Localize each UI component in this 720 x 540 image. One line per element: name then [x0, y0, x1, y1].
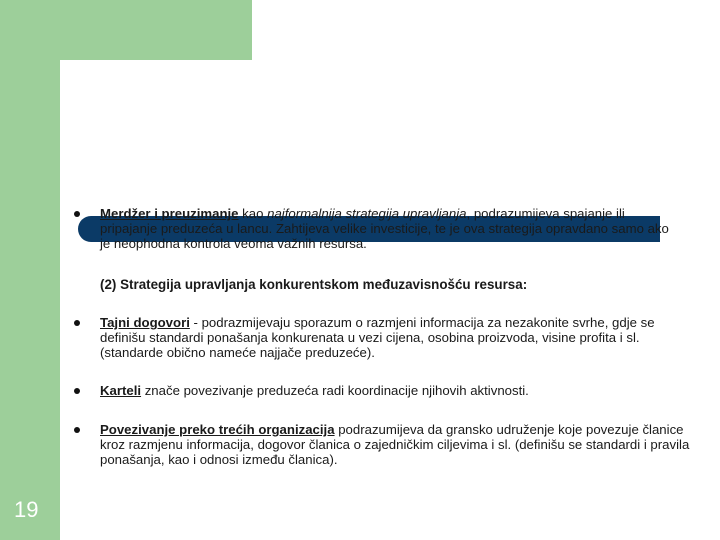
- term-cartels: Karteli: [100, 383, 142, 398]
- left-accent-band: [0, 0, 60, 540]
- paragraph-cartels: [100, 383, 675, 398]
- term-secret-agreements: Tajni dogovori: [100, 315, 190, 330]
- bullet-dot: [74, 427, 80, 433]
- paragraph-merger: [100, 206, 670, 251]
- term-third-party: Povezivanje preko trećih organizacija: [100, 422, 335, 437]
- slide-number: 19: [14, 497, 39, 522]
- top-accent-band: [0, 0, 252, 60]
- bullet-dot: [74, 211, 80, 217]
- term-merger: Merdžer i preuzimanje: [100, 206, 239, 221]
- section-subheading: (2) Strategija upravljanja konkurentskom međuzavisnošću resursa:: [100, 277, 528, 292]
- paragraph-secret-agreements: [100, 315, 675, 360]
- paragraph-third-party: [100, 422, 690, 467]
- paragraph-text: - podrazmijevaju sporazum o razmjeni informacija za nezakonite svrhe, gdje se definišu standardi ponašanja konkurenata u vezi cijena, osobina proizvoda, visine profita i sl. (standarde obično nameće najjače preduzeće).: [100, 315, 655, 360]
- paragraph-text: znače povezivanje preduzeća radi koordinacije njihovih aktivnosti.: [141, 383, 529, 398]
- content-panel: [60, 60, 720, 540]
- bullet-dot: [74, 388, 80, 394]
- italic-phrase: najformalnija strategija upravljanja: [267, 206, 467, 221]
- bullet-dot: [74, 320, 80, 326]
- paragraph-text: podrazumijeva da gransko udruženje koje povezuje članice kroz razmjenu informacija, dogovor članica o zajedničkim ciljevima i sl. (definišu se standardi i pravila ponašanja, kao i odnosi između članica).: [100, 422, 690, 467]
- text-fragment: kao: [238, 206, 268, 221]
- paragraph-text: , podrazumijeva spajanje ili pripajanje preduzeća u lancu. Zahtijeva velike investicije, te je ova strategija opravdano samo ako je neophodna kontrola veoma važnih resursa.: [100, 206, 669, 251]
